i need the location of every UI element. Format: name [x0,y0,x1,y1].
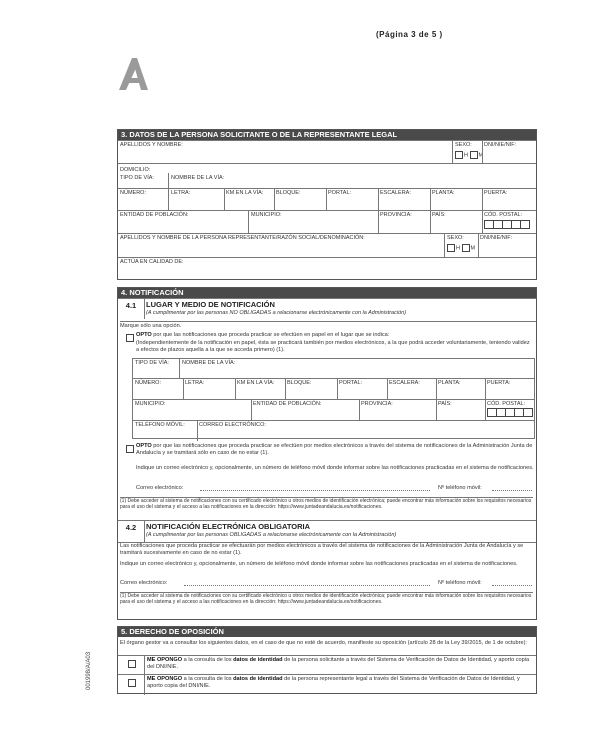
papel-row-municipio [133,399,534,420]
actua-label: ACTÚA EN CALIDAD DE: [120,259,184,265]
papel-nombre-via: NOMBRE DE LA VÍA: [182,360,236,366]
oponer2-b: de la persona representante legal a través del Sistema de Verificación de Datos de Identidad, y aporto copia del DNI/NIE. [147,676,520,689]
footnote-1: (1) Debe acceder al sistema de notificaciones con su certificado electrónico u otros medios de identificación electrónica; puede encontrar más información sobre los requisitos necesarios para el uso del sistema y el acceso a las notificaciones en la dirección: https://www.juntadeandalucia.es/notificaciones. [120,498,532,510]
puerta-label: PUERTA: [484,190,508,196]
papel-row-via [133,359,534,378]
sexo-label: SEXO: [455,142,472,148]
papel-row-numero [133,378,534,399]
correo-label-2: Correo electrónico: [120,580,168,586]
papel-row-telefono [133,420,534,441]
letra-label: LETRA: [171,190,191,196]
sexo2-label: SEXO: [447,235,464,241]
sexo-m-checkbox[interactable] [470,151,478,159]
domicilio-label: DOMICILIO: [120,167,151,173]
section-3-title: 3. DATOS DE LA PERSONA SOLICITANTE O DE LA REPRESENTANTE LEGAL [118,130,536,140]
papel-telefono: TELÉFONO MÓVIL: [135,422,185,428]
papel-cp: CÓD. POSTAL: [487,401,526,407]
s42-number: 4.2 [125,523,137,532]
sexo2-h-label: H [456,245,460,252]
sexo-h-checkbox[interactable] [455,151,463,159]
km-label: KM EN LA VÍA: [226,190,264,196]
papel-tipo-via: TIPO DE VÍA: [135,360,169,366]
municipio-label: MUNICIPIO: [251,212,282,218]
opto-papel-bold: OPTO [136,332,152,338]
sexo2-h-checkbox[interactable] [447,244,455,252]
apellidos-label: APELLIDOS Y NOMBRE: [120,142,183,148]
oponer1-bold: ME OPONGO [147,657,183,663]
papel-address-box [132,358,535,439]
papel-letra: LETRA: [185,380,205,386]
portal-label: PORTAL: [328,190,352,196]
subsection-4-2 [118,520,536,543]
indique-text-2: Indique un correo electrónico y, opcionalmente, un número de teléfono móvil donde informar sobre las notificaciones practicadas en el sistema de notificaciones. [120,561,518,567]
row-entidad [118,210,536,233]
form-code: 001998/A/A03 [86,651,92,690]
dni2-label: DNI/NIE/NIF: [480,235,513,241]
correo-label-1: Correo electrónico: [136,485,184,491]
opto-electronico-bold: OPTO [136,443,152,449]
papel-portal: PORTAL: [339,380,363,386]
opto-electronico-checkbox[interactable] [126,445,134,453]
section-4 [117,287,537,620]
row-applicant [118,140,536,163]
movil-input-1[interactable] [492,490,532,491]
papel-municipio: MUNICIPIO: [135,401,166,407]
row-numero [118,188,536,210]
row-domicilio [118,163,536,188]
section-5-title: 5. DERECHO DE OPOSICIÓN [118,627,536,637]
row-representante [118,233,536,257]
indique-text-1: Indique un correo electrónico y, opcionalmente, un número de teléfono móvil donde informar sobre las notificaciones practicadas en el sistema de notificaciones. [136,465,534,471]
sec5-intro: El órgano gestor va a consultar los siguientes datos, en el caso de que no esté de acuerdo, manifieste su oposición (artículo 28 de la Ley 39/2015, de 1 de octubre): [120,640,528,646]
s41-number: 4.1 [125,301,137,310]
provincia-label: PROVINCIA: [380,212,412,218]
opto-papel-desc: por que las notificaciones que proceda practicar se efectúen en papel en el lugar que se indica: [151,332,390,338]
escalera-label: ESCALERA: [380,190,411,196]
page-number: (Página 3 de 5 ) [376,30,443,39]
opto-papel-checkbox[interactable] [126,334,134,342]
sec5-col-divider [144,655,145,695]
papel-correo: CORREO ELECTRÓNICO: [199,422,266,428]
correo-input-1[interactable] [200,490,430,491]
cp-boxes[interactable] [484,220,529,231]
junta-logo-icon [118,58,148,95]
correo-input-2[interactable] [184,585,430,586]
papel-bloque: BLOQUE: [287,380,312,386]
sexo2-m-checkbox[interactable] [462,244,470,252]
oponer-solicitante-checkbox[interactable] [128,660,136,668]
sexo-m-label: M [478,152,484,159]
sexo-h-label: H [464,152,468,159]
oponer-representante-text [147,676,533,690]
representante-label: APELLIDOS Y NOMBRE DE LA PERSONA REPRESENTANTE/RAZÓN SOCIAL/DENOMINACIÓN: [120,235,365,241]
papel-entidad: ENTIDAD DE POBLACIÓN: [253,401,322,407]
section-3 [117,129,537,280]
oponer1-bold2: datos de identidad [233,657,283,663]
sec5-divider-1 [118,655,536,656]
oponer1-a: a la consulta de los [182,657,234,663]
bloque-label: BLOQUE: [276,190,301,196]
s42-note: (A cumplimentar por las personas OBLIGADAS a relacionarse electrónicamente con la Administración) [146,532,397,538]
papel-pais: PAÍS: [438,401,452,407]
numero-label: NÚMERO: [120,190,146,196]
papel-escalera: ESCALERA: [389,380,420,386]
papel-puerta: PUERTA: [487,380,511,386]
opto-electronico-desc: por que las notificaciones que proceda practicar se efectúen por medios electrónicos a través del sistema de notificaciones de la Administración Junta de Andalucía y se tramitará sólo en caso de no estar (1). [136,443,533,456]
row-actua [118,257,536,278]
oponer2-bold: ME OPONGO [147,676,183,682]
opto-papel-text [136,332,534,339]
nombre-via-label: NOMBRE DE LA VÍA: [171,175,225,181]
dni-label: DNI/NIE/NIF: [484,142,517,148]
s42-title: NOTIFICACIÓN ELECTRÓNICA OBLIGATORIA [146,522,311,531]
sec5-divider-2 [118,674,536,675]
entidad-label: ENTIDAD DE POBLACIÓN: [120,212,189,218]
movil-input-2[interactable] [492,585,532,586]
movil-label-2: Nº teléfono móvil: [438,580,482,586]
oponer-solicitante-text [147,657,533,671]
footnote-2: (1) Debe acceder al sistema de notificaciones con su certificado electrónico u otros medios de identificación electrónica; puede encontrar más información sobre los requisitos necesarios para el uso del sistema y el acceso a las notificaciones en la dirección: https://www.juntadeandalucia.es/notificaciones. [120,593,532,605]
papel-km: KM EN LA VÍA: [237,380,275,386]
oponer2-a: a la consulta de los [182,676,234,682]
papel-cp-boxes[interactable] [487,408,532,419]
tipo-via-label: TIPO DE VÍA: [120,175,154,181]
oponer-representante-checkbox[interactable] [128,679,136,687]
papel-planta: PLANTA: [438,380,461,386]
papel-numero: NÚMERO: [135,380,161,386]
sexo2-m-label: M [470,245,476,252]
cp-label: CÓD. POSTAL: [484,212,523,218]
planta-label: PLANTA: [432,190,455,196]
opto-papel-text2: (Independientemente de la notificación en papel, ésta se practicará también por medios electrónicos, a la que podrá acceder voluntariamente, teniendo validez a efectos de plazos aquella a la que se acceda primero) (1). [136,340,530,353]
papel-provincia: PROVINCIA: [361,401,393,407]
marque-text: Marque sólo una opción. [120,321,536,330]
section-4-title: 4. NOTIFICACIÓN [118,288,536,298]
s41-title: LUGAR Y MEDIO DE NOTIFICACIÓN [146,300,275,309]
oponer1-b: de la persona solicitante a través del Sistema de Verificación de Datos de Identidad, y aporto copia del DNI/NIE. [147,657,530,670]
oponer2-bold2: datos de identidad [233,676,283,682]
s41-note: (A cumplimentar por las personas NO OBLIGADAS a relacionarse electrónicamente con la Administración) [146,310,407,316]
opto-electronico-text [136,443,534,457]
subsection-4-1 [118,298,536,319]
movil-label-1: Nº teléfono móvil: [438,485,482,491]
pais-label: PAÍS: [432,212,446,218]
s42-text: Las notificaciones que proceda practicar se efectuarán por medios electrónicos a través del sistema de notificaciones de la Administración Junta de Andalucía y se tramitará sucesivamente en caso de no estar (1). [120,543,524,556]
section-5 [117,626,537,694]
